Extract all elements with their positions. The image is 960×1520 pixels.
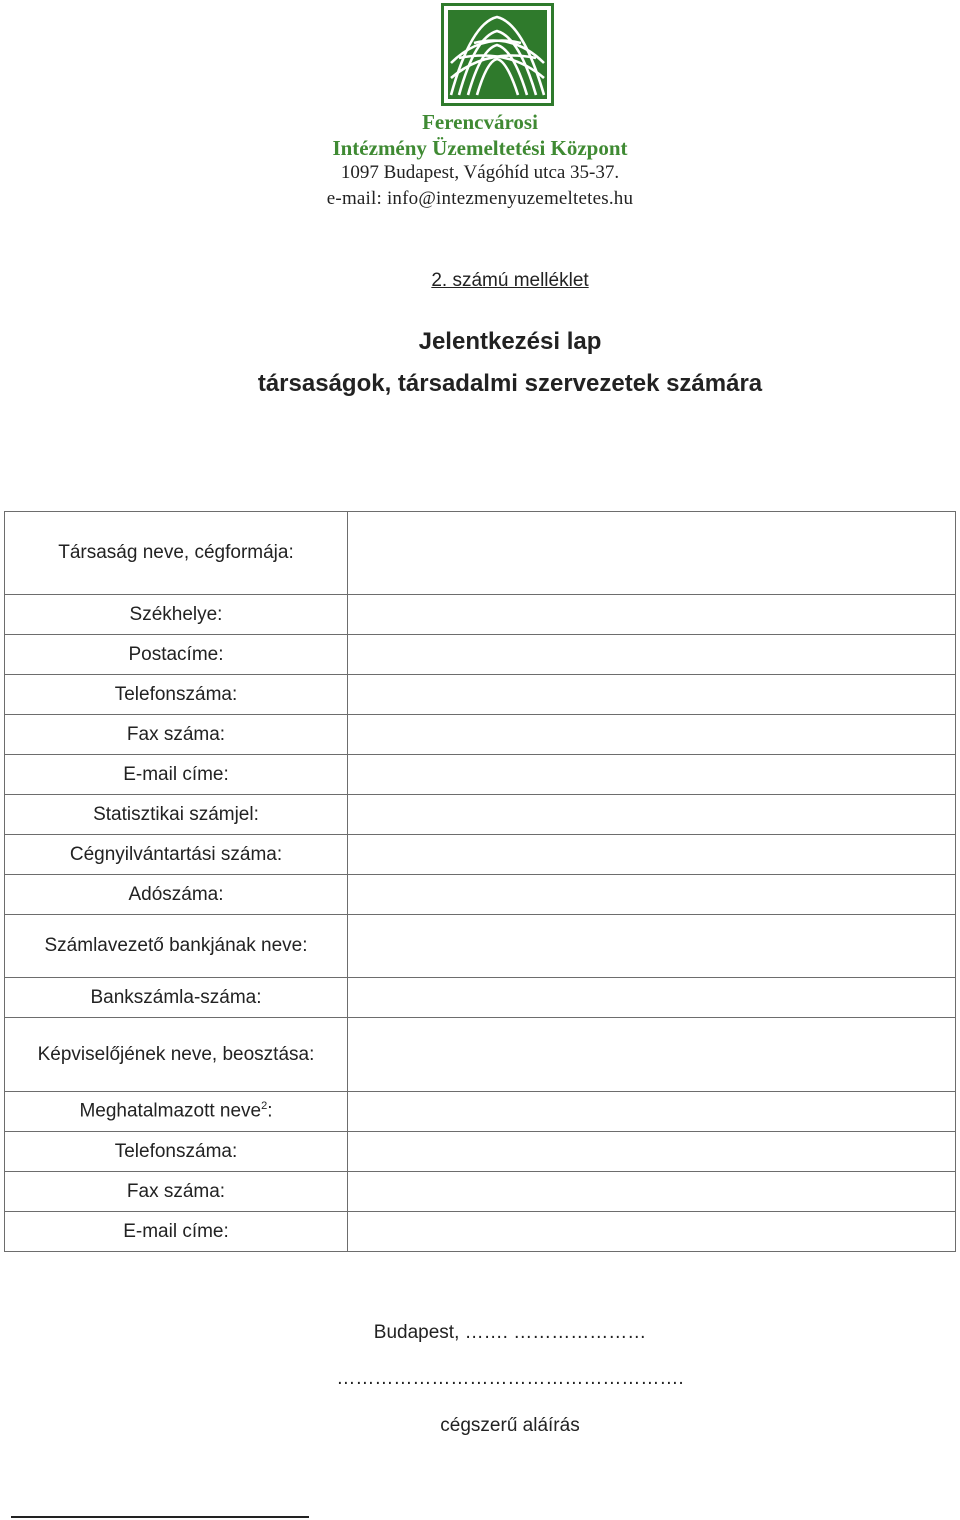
- form-label: Képviselőjének neve, beosztása:: [5, 1018, 348, 1092]
- org-name-line1: Ferencvárosi: [422, 110, 538, 134]
- form-row: [5, 1018, 956, 1092]
- org-email: e-mail: info@intezmenyuzemeltetes.hu: [326, 188, 634, 209]
- form-row: [5, 915, 956, 978]
- org-address: 1097 Budapest, Vágóhíd utca 35-37.: [340, 162, 620, 183]
- page-title: Jelentkezési lap: [418, 328, 602, 355]
- form-value-field[interactable]: [348, 835, 956, 875]
- form-label: Postacíme:: [5, 635, 348, 675]
- arches-logo-icon: [441, 3, 554, 106]
- form-row: [5, 635, 956, 675]
- form-row: [5, 595, 956, 635]
- form-row: [5, 1132, 956, 1172]
- form-label-suffix: :: [267, 1100, 273, 1122]
- form-value-field[interactable]: [348, 635, 956, 675]
- form-label: Székhelye:: [5, 595, 348, 635]
- form-row: [5, 795, 956, 835]
- form-value-field[interactable]: [348, 915, 956, 978]
- form-value-field[interactable]: [348, 512, 956, 595]
- form-value-field[interactable]: [348, 1132, 956, 1172]
- form-row: [5, 715, 956, 755]
- form-value-field[interactable]: [348, 1172, 956, 1212]
- form-row: [5, 675, 956, 715]
- annex-label: 2. számú melléklet: [431, 270, 589, 291]
- form-value-field[interactable]: [348, 875, 956, 915]
- form-row: [5, 1092, 956, 1132]
- form-value-field[interactable]: [348, 795, 956, 835]
- form-row: [5, 755, 956, 795]
- form-label: E-mail címe:: [5, 755, 348, 795]
- signature-caption: cégszerű aláírás: [440, 1415, 580, 1436]
- form-value-field[interactable]: [348, 1018, 956, 1092]
- form-label: Fax száma:: [5, 715, 348, 755]
- form-label: Adószáma:: [5, 875, 348, 915]
- form-row: [5, 1212, 956, 1252]
- footnote-separator: [11, 1516, 309, 1518]
- form-row: [5, 875, 956, 915]
- organization-logo: [441, 3, 554, 106]
- form-row: [5, 512, 956, 595]
- form-row: [5, 1172, 956, 1212]
- form-value-field[interactable]: [348, 715, 956, 755]
- application-form-table: [4, 511, 956, 1252]
- form-row: [5, 835, 956, 875]
- form-label: Fax száma:: [5, 1172, 348, 1212]
- signature-place-date: Budapest, ……. …………………: [373, 1322, 647, 1343]
- form-label-text: Meghatalmazott neve: [79, 1100, 262, 1122]
- form-value-field[interactable]: [348, 755, 956, 795]
- footnote-marker: 2: [261, 1100, 268, 1113]
- form-value-field[interactable]: [348, 1212, 956, 1252]
- form-label: E-mail címe:: [5, 1212, 348, 1252]
- form-value-field[interactable]: [348, 1092, 956, 1132]
- form-value-field[interactable]: [348, 978, 956, 1018]
- form-value-field[interactable]: [348, 675, 956, 715]
- form-label: Statisztikai számjel:: [5, 795, 348, 835]
- form-value-field[interactable]: [348, 595, 956, 635]
- form-label-authorized: [5, 1092, 348, 1132]
- form-label: Számlavezető bankjának neve:: [5, 915, 348, 978]
- form-label: Társaság neve, cégformája:: [5, 512, 348, 595]
- org-name-line2: Intézmény Üzemeltetési Központ: [332, 136, 628, 160]
- form-label: Telefonszáma:: [5, 1132, 348, 1172]
- signature-line: ……………………………………………….: [336, 1368, 684, 1389]
- form-row: [5, 978, 956, 1018]
- form-label: Bankszámla-száma:: [5, 978, 348, 1018]
- page-subtitle: társaságok, társadalmi szervezetek számára: [257, 370, 763, 397]
- form-label: Cégnyilvántartási száma:: [5, 835, 348, 875]
- form-label: Telefonszáma:: [5, 675, 348, 715]
